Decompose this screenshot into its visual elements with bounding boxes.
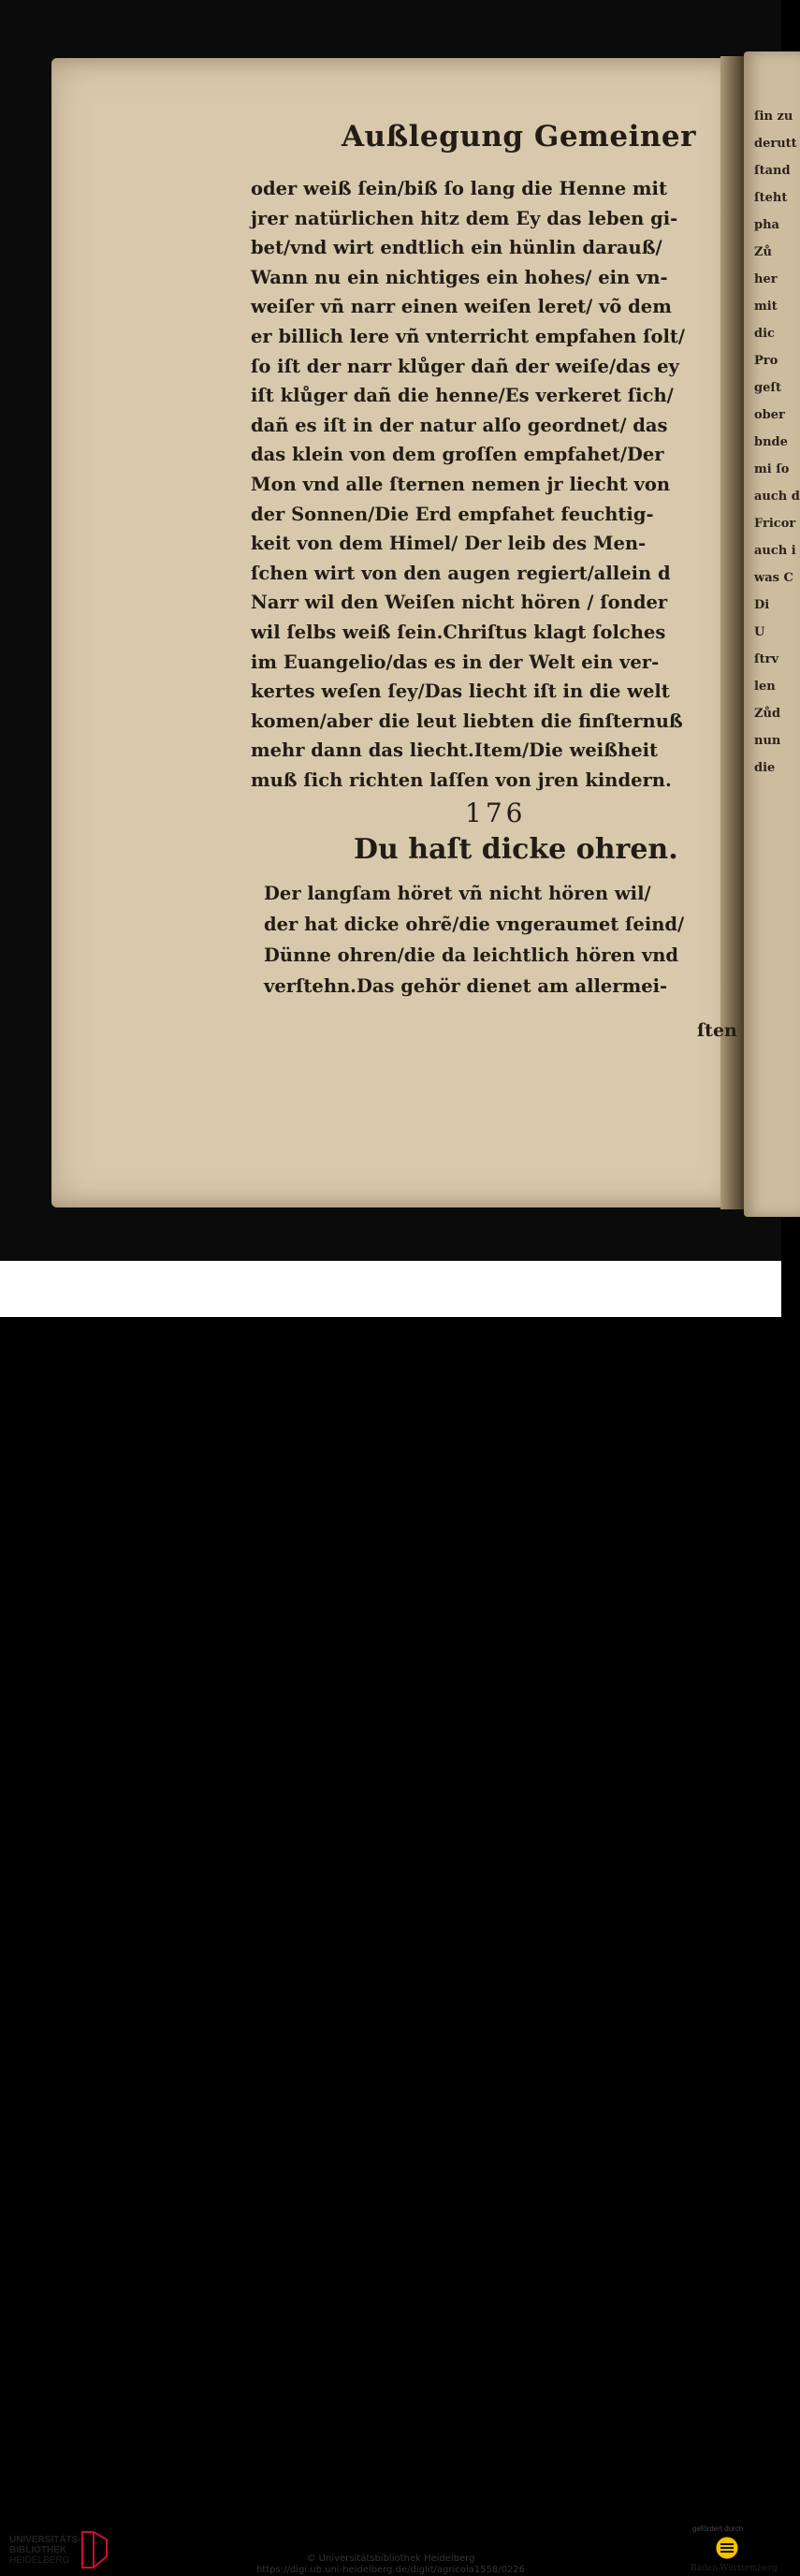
right-page-fragment: Zůd — [754, 707, 781, 721]
right-page-fragment: U — [754, 625, 765, 639]
text-line: oder weiß ſein/biß ſo lang die Henne mit — [251, 178, 667, 199]
text-line: Der langſam höret vñ nicht hören wil/ — [264, 883, 651, 904]
text-line: dañ es iſt in der natur alſo geordnet/ das — [251, 414, 668, 436]
text-line: er billich lere vñ vnterricht empfahen ſolt/ — [251, 325, 686, 347]
proverb-number: 176 — [465, 798, 527, 828]
text-line: weiſer vñ narr einen weiſen leret/ võ dem — [251, 296, 672, 318]
right-page-fragment: nun — [754, 734, 781, 748]
text-line: wil ſelbs weiß ſein.Chriſtus klagt ſolches — [251, 621, 666, 643]
text-line: der Sonnen/Die Erd empfahet feuchtig‑ — [251, 503, 654, 525]
text-line: ſo iſt der narr klůger dañ der weiſe/das ey — [251, 355, 679, 377]
right-page-fragment: Pro — [754, 354, 778, 368]
right-page-fragment: ſin zu — [754, 110, 793, 124]
text-line: im Euangelio/das es in der Welt ein ver‑ — [251, 651, 660, 673]
right-page-fragment: geſt — [754, 381, 781, 395]
text-line: Mon vnd alle ſternen nemen jr liecht von — [251, 473, 671, 495]
right-page-fragment: ober — [754, 408, 785, 422]
running-header: Außlegung Gemeiner — [342, 120, 696, 154]
right-page-fragment: mi ſo — [754, 462, 790, 476]
right-page-fragment: auch i — [754, 544, 796, 558]
text-line: bet/vnd wirt endtlich ein hünlin darauß/ — [251, 237, 662, 259]
right-page-fragment: Fricor — [754, 517, 796, 531]
text-line: kertes weſen ſey/Das liecht iſt in die welt — [251, 681, 670, 703]
right-page-fragment: ſtrv — [754, 652, 778, 666]
right-page-fragment: die — [754, 761, 776, 775]
right-page-fragment: was C — [754, 571, 793, 585]
funded-by-label: gefördert durch — [692, 2525, 744, 2533]
viewer-footer — [0, 1261, 781, 2575]
proverb-text — [264, 878, 736, 1002]
right-page-fragment: ſtand — [754, 164, 791, 178]
right-page-fragment: dic — [754, 327, 775, 341]
right-page-fragment: auch d — [754, 490, 800, 504]
scanned-book-spread — [0, 0, 800, 1261]
text-line: keit von dem Himel/ Der leib des Men‑ — [251, 533, 647, 555]
text-line: muß ſich richten laſſen von jren kindern. — [251, 768, 672, 791]
right-page-fragments — [754, 103, 800, 782]
baden-wuerttemberg-emblem-icon — [715, 2536, 739, 2560]
funder-name: Baden-Württemberg — [691, 2564, 778, 2573]
permalink[interactable]: https://digi.ub.uni-heidelberg.de/diglit/agricola1558/0226 — [255, 2565, 526, 2575]
right-page-fragment: derutt — [754, 137, 797, 151]
text-line: mehr dann das liecht.Item/Die weißheit — [251, 739, 659, 762]
text-line: komen/aber die leut liebten die finſternuß — [251, 710, 683, 732]
copyright-notice: © Universitätsbibliothek Heidelberg https://digi.ub.uni-heidelberg.de/diglit/agricola1558/0226 — [0, 2554, 781, 2576]
proverb-heading: Du haſt dicke ohren. — [354, 833, 678, 866]
right-page-fragment: mit — [754, 300, 778, 314]
catchword: ſten — [697, 1020, 737, 1041]
body-text — [251, 174, 737, 795]
text-line: Wann nu ein nichtiges ein hohes/ ein vn‑ — [251, 266, 668, 288]
right-page-fragment: pha — [754, 218, 779, 232]
text-line: jrer natürlichen hitz dem Ey das leben gi‑ — [251, 207, 678, 229]
text-line: der hat dicke ohrẽ/die vngeraumet ſeind/ — [264, 914, 685, 935]
right-page-fragment: Zů — [754, 245, 772, 259]
text-line: das klein von dem groſſen empfahet/Der — [251, 444, 664, 466]
right-page-fragment: len — [754, 680, 776, 694]
right-page-fragment: ſteht — [754, 191, 788, 205]
text-line: Dünne ohren/die da leichtlich hören vnd — [264, 944, 679, 966]
right-page-fragment: bnde — [754, 435, 788, 449]
text-line: Narr wil den Weiſen nicht hören / ſonder — [251, 592, 668, 614]
text-line: verſtehn.Das gehör dienet am allermei‑ — [264, 975, 668, 997]
text-line: ſchen wirt von den augen regiert/allein d — [251, 562, 671, 584]
library-name: UNIVERSITÄTS- BIBLIOTHEK HEIDELBERG — [9, 2535, 81, 2566]
text-line: iſt klůger dañ die henne/Es verkeret ſich/ — [251, 385, 674, 407]
right-page-fragment: Di — [754, 598, 770, 612]
right-page-fragment: her — [754, 272, 778, 286]
